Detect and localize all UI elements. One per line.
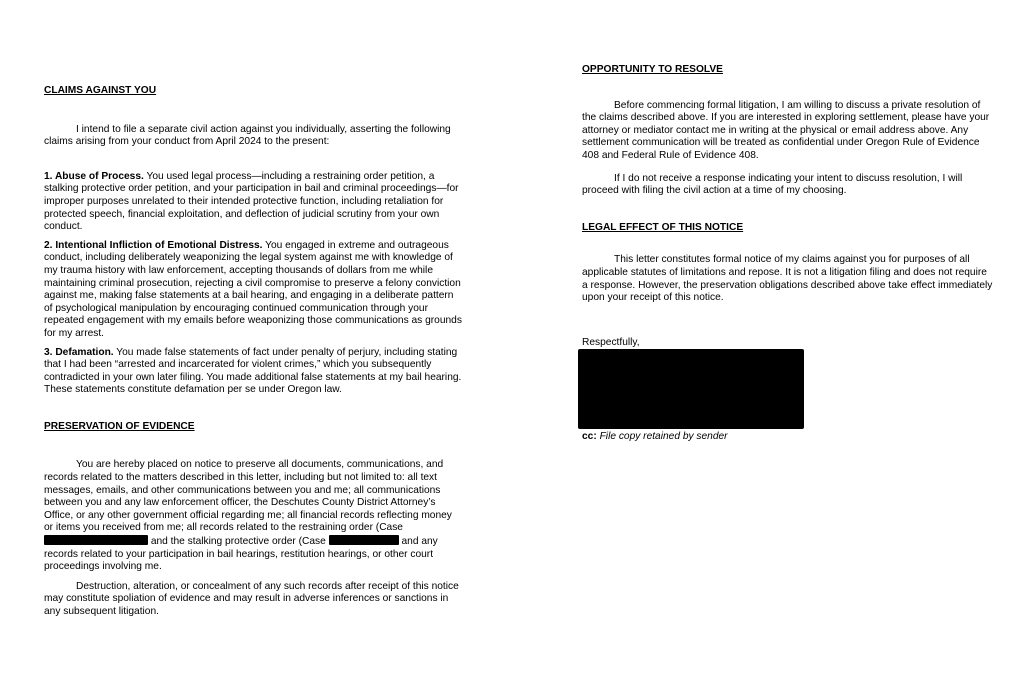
cc-label: cc: [582,431,597,443]
resolve-paragraph-1: Before commencing formal litigation, I am willing to discuss a private resolution of the claims described above. If you are interested in exploring settlement, please have your attorney or mediator contact me in writing at the physical or email address above. Any settlement communication will be treated as confidential under Oregon Rule of Evidence 408 and Federal Rule of Evidence 408. [582,99,990,161]
legal-effect-heading: LEGAL EFFECT OF THIS NOTICE [582,221,744,233]
resolve-paragraph-2: If I do not receive a response indicating your intent to discuss resolution, I will proceed with filing the civil action at a time of my choosing. [582,172,963,197]
cc-line [582,431,994,444]
cc-text: File copy retained by sender [599,431,728,443]
preservation-text-a: You are hereby placed on notice to preserve all documents, communications, and records related to the matters described in this letter, including but not limited to: all text messages, emails, and other communications between you and me; all communications between you and any law enforcement officer, the Deschutes County District Attorney’s Office, or any other government official regarding me; all financial records reflecting money or items you received from me; all records related to the restraining order (Case [44,459,452,534]
right-column [582,64,994,444]
claim-text: You engaged in extreme and outrageous conduct, including deliberately weaponizing the legal system against me with knowledge of my trauma history with law enforcement, accepting thousands of dollars from me while maintaining criminal prosecution, rejecting a civil compromise to preserve a felony conviction against me, making false statements at a bail hearing, and engaging in a deliberate pattern of psychological manipulation by encouraging continued communication through your repeated engagement with my emails before weaponizing those communications as grounds for my arrest. [44,239,462,339]
preservation-paragraph-1 [44,459,462,573]
claims-intro: I intend to file a separate civil action against you individually, asserting the following claims arising from your conduct from April 2024 to the present: [44,123,451,148]
claim-emotional-distress [44,240,462,341]
claim-text: You used legal process—including a restraining order petition, a stalking protective order petition, and your participation in bail and criminal proceedings—for improper purposes unrelated to their intended protective function, including retaliation for protected speech, financial exploitation, and deflection of judicial scrutiny from your own conduct. [44,170,459,233]
preservation-paragraph-2: Destruction, alteration, or concealment of any such records after receipt of this notice may constitute spoliation of evidence and may result in adverse inferences or sanctions in any subsequent litigation. [44,580,459,617]
closing: Respectfully, [582,336,640,348]
claim-defamation [44,347,462,397]
preservation-text-b: and the stalking protective order (Case [148,536,326,548]
preservation-heading: PRESERVATION OF EVIDENCE [44,420,195,432]
claims-heading: CLAIMS AGAINST YOU [44,85,157,96]
claim-text: You made false statements of fact under penalty of perjury, including stating that I had been “arrested and incarcerated for violent crimes,” which you subsequently contradicted in your own later filing. You made additional false statements at my bail hearing. These statements constitute defamation per se under Oregon law. [44,346,462,396]
resolve-heading: OPPORTUNITY TO RESOLVE [582,64,723,75]
claim-title: 1. Abuse of Process. [44,170,144,182]
legal-effect-paragraph: This letter constitutes formal notice of my claims against you for purposes of all applicable statutes of limitations and repose. It is not a litigation filing and does not require a response. However, the preservation obligations described above take effect immediately upon your receipt of this notice. [582,254,993,304]
redaction-signature-block [578,349,804,429]
left-column [44,85,462,619]
claim-title: 2. Intentional Infliction of Emotional Distress. [44,239,263,251]
preservation-text-c: and any records related to your participation in bail hearings, restitution hearings, or other court proceedings involving me. [44,536,438,573]
claim-title: 3. Defamation. [44,346,114,358]
redaction-case-number-2 [329,535,399,545]
redaction-case-number-1 [44,535,148,545]
claim-abuse-of-process [44,171,462,234]
